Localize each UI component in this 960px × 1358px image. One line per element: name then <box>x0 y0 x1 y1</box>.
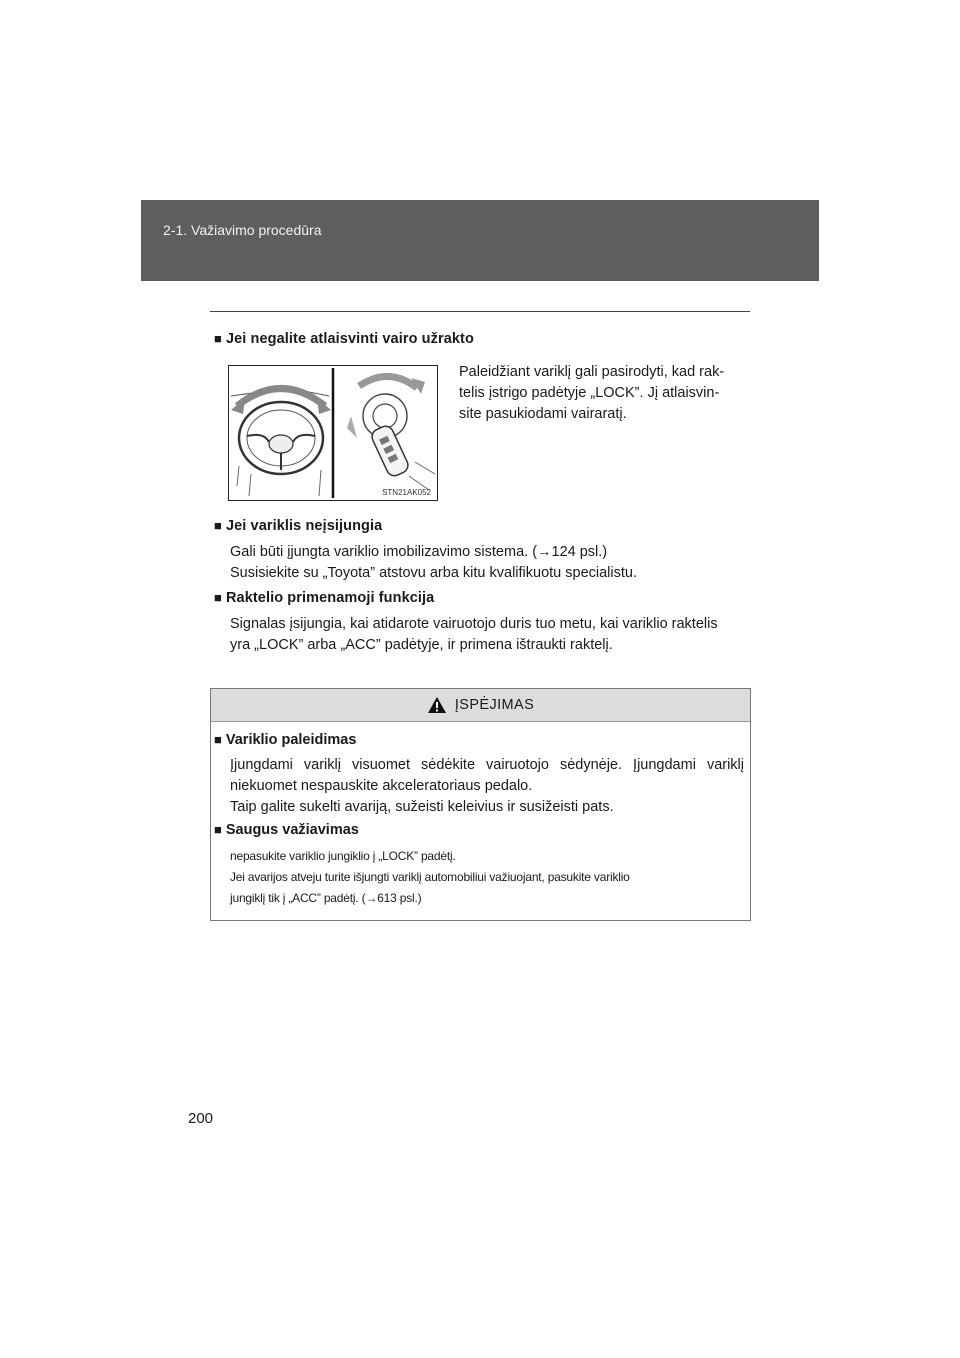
top-rule <box>210 311 750 312</box>
square-bullet-icon: ■ <box>214 331 222 346</box>
heading-steering-lock: ■ Jei negalite atlaisvinti vairo užrakto <box>214 331 474 347</box>
figure-code: STN21AK052 <box>382 488 431 497</box>
section-title: 2-1. Važiavimo procedūra <box>163 222 322 238</box>
square-bullet-icon: ■ <box>214 518 222 533</box>
square-bullet-icon: ■ <box>214 590 222 605</box>
page-number: 200 <box>188 1110 214 1127</box>
heading-engine-no-start: ■ Jei variklis neįsijungia <box>214 518 383 534</box>
warning-header <box>211 689 750 722</box>
square-bullet-icon: ■ <box>214 822 222 837</box>
key-reminder-text: Signalas įsijungia, kai atidarote vairuotojo duris tuo metu, kai variklio raktelis yra „LOCK” arba „ACC” padėtyje, ir primena ištraukti raktelį. <box>230 616 718 653</box>
warning-title: ĮSPĖJIMAS <box>454 697 535 713</box>
warning-triangle-icon <box>427 696 447 714</box>
section-header-band <box>141 200 819 281</box>
warning-engine-start-text: Įjungdami variklį visuomet sėdėkite vairuotojo sėdynėje. Įjungdami variklį niekuomet nespauskite akceleratoriaus pedalo. Taip galite sukelti avariją, sužeisti keleivius ir susižeisti pats. <box>230 757 744 815</box>
warning-safe-driving-text: nepasukite variklio jungiklio į „LOCK” padėtį. Jei avarijos atveju turite išjungti variklį automobiliui važiuojant, pasukite variklio jungiklį tik į „ACC” padėtį. (→613 psl.) <box>230 849 630 905</box>
heading-key-reminder: ■ Raktelio primenamoji funkcija <box>214 590 435 606</box>
engine-no-start-text: Gali būti įjungta variklio imobilizavimo sistema. (→124 psl.) Susisiekite su „Toyota” atstovu arba kitu kvalifikuotu specialistu. <box>230 544 637 581</box>
square-bullet-icon: ■ <box>214 732 222 747</box>
warning-heading-safe-driving: ■ Saugus važiavimas <box>214 822 359 838</box>
steering-key-illustration <box>228 365 438 501</box>
warning-box <box>210 688 751 921</box>
steering-lock-paragraph: Paleidžiant variklį gali pasirodyti, kad rak- telis įstrigo padėtyje „LOCK”. Jį atlaisvin- site pasukiodami vairaratį. <box>459 364 725 422</box>
warning-heading-engine-start: ■ Variklio paleidimas <box>214 732 357 748</box>
steering-wheel-key-drawing <box>229 366 437 500</box>
